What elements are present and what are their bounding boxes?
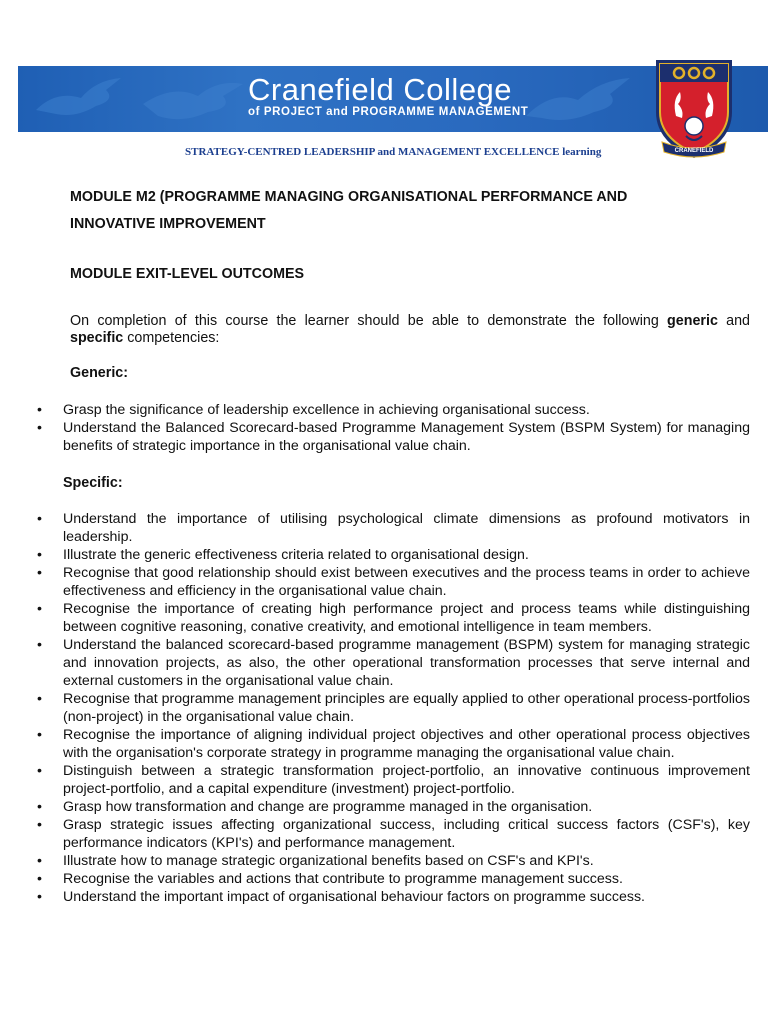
- list-item: • Distinguish between a strategic transformation project-portfolio, an innovative continuous improvement project-portfolio, and a capital expenditure (investment) project-portfolio.: [37, 762, 750, 798]
- crest-label: CRANEFIELD: [674, 148, 714, 154]
- list-item: • Grasp strategic issues affecting organizational success, including critical success factors (CSF's), key performance indicators (KPI's) and performance management.: [37, 816, 750, 852]
- crane-silhouette-icon: [26, 70, 136, 132]
- intro-text: On completion of this course the learner should be able to demonstrate the following: [70, 313, 668, 329]
- college-subtitle: of PROJECT and PROGRAMME MANAGEMENT: [248, 106, 529, 118]
- generic-list: [37, 401, 750, 455]
- intro-paragraph-tail: [70, 330, 219, 346]
- college-name: Cranefield College: [248, 72, 513, 107]
- list-item: • Recognise the importance of creating high performance project and process teams while distinguishing between cognitive reasoning, conative creativity, and emotional intelligence in team members.: [37, 600, 750, 636]
- college-crest-logo: [652, 54, 736, 160]
- crane-silhouette-icon: [518, 72, 638, 132]
- list-item: • Understand the importance of utilising psychological climate dimensions as profound motivators in leadership.: [37, 510, 750, 546]
- intro-and-word: and: [717, 313, 751, 329]
- list-item: • Recognise the variables and actions that contribute to programme management success.: [37, 870, 750, 888]
- list-item: • Grasp the significance of leadership excellence in achieving organisational success.: [37, 401, 750, 419]
- generic-heading: Generic:: [70, 365, 129, 381]
- list-item: • Recognise that programme management principles are equally applied to other operational process-portfolios (non-project) in the organisational value chain.: [37, 690, 750, 726]
- specific-heading: Specific:: [63, 475, 123, 491]
- intro-paragraph: [70, 312, 750, 330]
- intro-generic-word: generic: [667, 313, 718, 329]
- list-item: • Understand the important impact of organisational behaviour factors on programme success.: [37, 888, 750, 906]
- specific-list: [37, 510, 750, 906]
- tagline: STRATEGY-CENTRED LEADERSHIP and MANAGEMENT EXCELLENCE learning: [185, 146, 602, 158]
- module-title: MODULE M2 (PROGRAMME MANAGING ORGANISATIONAL PERFORMANCE AND INNOVATIVE IMPROVEMENT: [70, 189, 628, 232]
- list-item: • Recognise that good relationship should exist between executives and the process teams in order to achieve effectiveness and efficiency in the organisational value chain.: [37, 564, 750, 600]
- list-item: • Illustrate how to manage strategic organizational benefits based on CSF's and KPI's.: [37, 852, 750, 870]
- crane-silhouette-icon: [138, 74, 248, 132]
- intro-specific-word: specific: [70, 330, 124, 346]
- outcomes-heading: MODULE EXIT-LEVEL OUTCOMES: [70, 266, 305, 282]
- list-item: • Recognise the importance of aligning individual project objectives and other operational process objectives with the organisation's corporate strategy in programme managing the organisational value chain.: [37, 726, 750, 762]
- intro-text-end: competencies:: [123, 330, 220, 346]
- list-item: • Understand the Balanced Scorecard-based Programme Management System (BSPM System) for managing benefits of strategic importance in the organisational value chain.: [37, 419, 750, 455]
- list-item: • Understand the balanced scorecard-based programme management (BSPM) system for managing strategic and innovation projects, as also, the other operational transformation processes that serve internal and external customers in the organisational value chain.: [37, 636, 750, 690]
- list-item: • Grasp how transformation and change are programme managed in the organisation.: [37, 798, 750, 816]
- list-item: • Illustrate the generic effectiveness criteria related to organisational design.: [37, 546, 750, 564]
